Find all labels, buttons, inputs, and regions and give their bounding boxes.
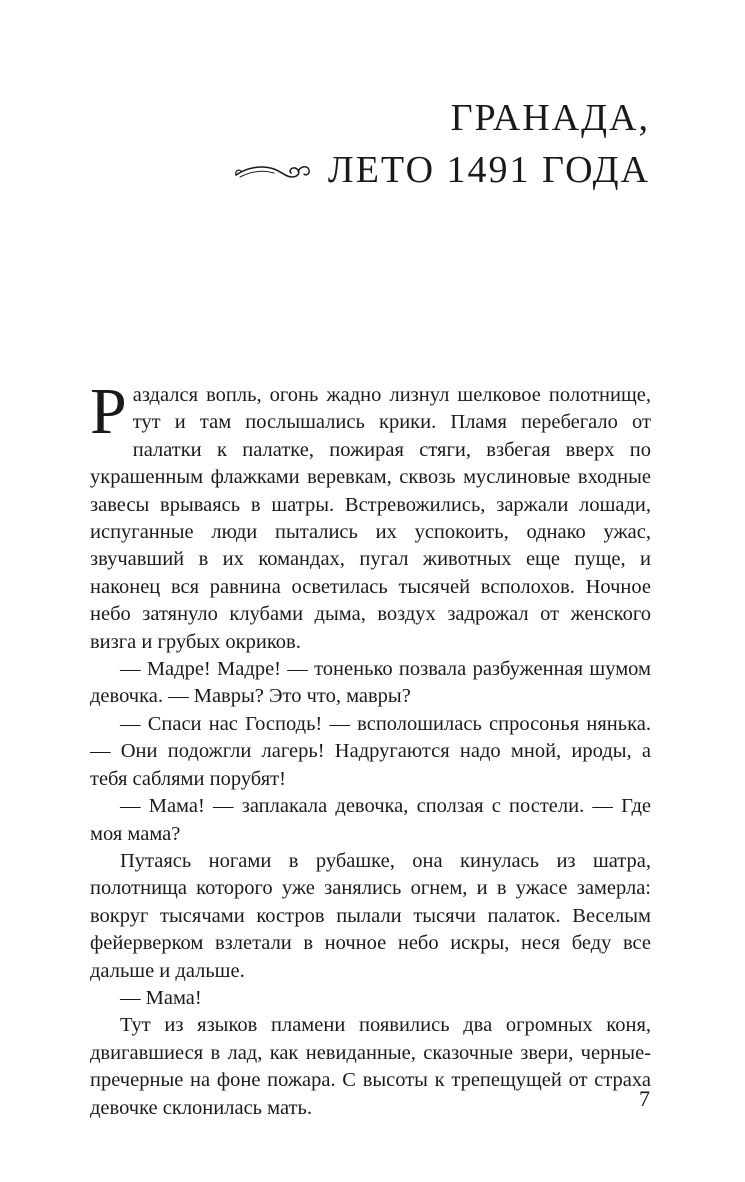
chapter-title-line-2: ЛЕТО 1491 ГОДА — [327, 149, 650, 191]
flourish-ornament-icon — [234, 157, 312, 183]
page-number: 7 — [639, 1086, 650, 1111]
paragraph-1 — [90, 375, 651, 656]
paragraph-2: — Мадре! Мадре! — тоненько позвала разбуженная шумом девочка. — Мавры? Это что, мавры? — [90, 658, 651, 708]
chapter-title-line-2-row — [234, 144, 650, 196]
drop-cap: Р — [90, 375, 127, 448]
paragraph-6: — Мама! — [120, 986, 202, 1009]
paragraph-5: Путаясь ногами в рубашке, она кинулась из шатра, полотнища которого уже занялись огнем, и в ужасе замерла: вокруг тысячами костров пылали тысячи палаток. Веселым фейерверком взлетали в ночное небо искры, неся беду все дальше и дальше. — [90, 849, 651, 982]
paragraph-4: — Мама! — заплакала девочка, сползая с постели. — Где моя мама? — [90, 795, 651, 845]
chapter-body-text — [90, 375, 651, 1122]
paragraph-7: Тут из языков пламени появились два огромных коня, двигавшиеся в лад, как невиданные, сказочные звери, черные-пречерные на фоне пожара. С высоты к трепещущей от страха девочке склонилась мать. — [90, 1014, 651, 1119]
chapter-title-line-1: ГРАНАДА, — [450, 97, 650, 139]
paragraph-3: — Спаси нас Господь! — всполошилась спросонья нянька. — Они подожгли лагерь! Надругаются надо мной, ироды, а тебя саблями порубят! — [90, 712, 651, 790]
chapter-title — [234, 92, 650, 196]
paragraph-1-text: аздался вопль, огонь жадно лизнул шелковое полотнище, тут и там послышались крики. Пламя перебегало от палатки к палатке, пожирая стяги, взбегая вверх по украшенным флажками веревкам, сквозь муслиновые входные завесы врываясь в шатры. Встревожились, заржали лошади, испуганные люди пытались их успокоить, однако ужас, звучавший в их командах, пугал животных еще пуще, и наконец вся равнина осветилась тысячей всполохов. Ночное небо затянуло клубами дыма, воздух задрожал от женского визга и грубых окриков. — [90, 384, 651, 653]
